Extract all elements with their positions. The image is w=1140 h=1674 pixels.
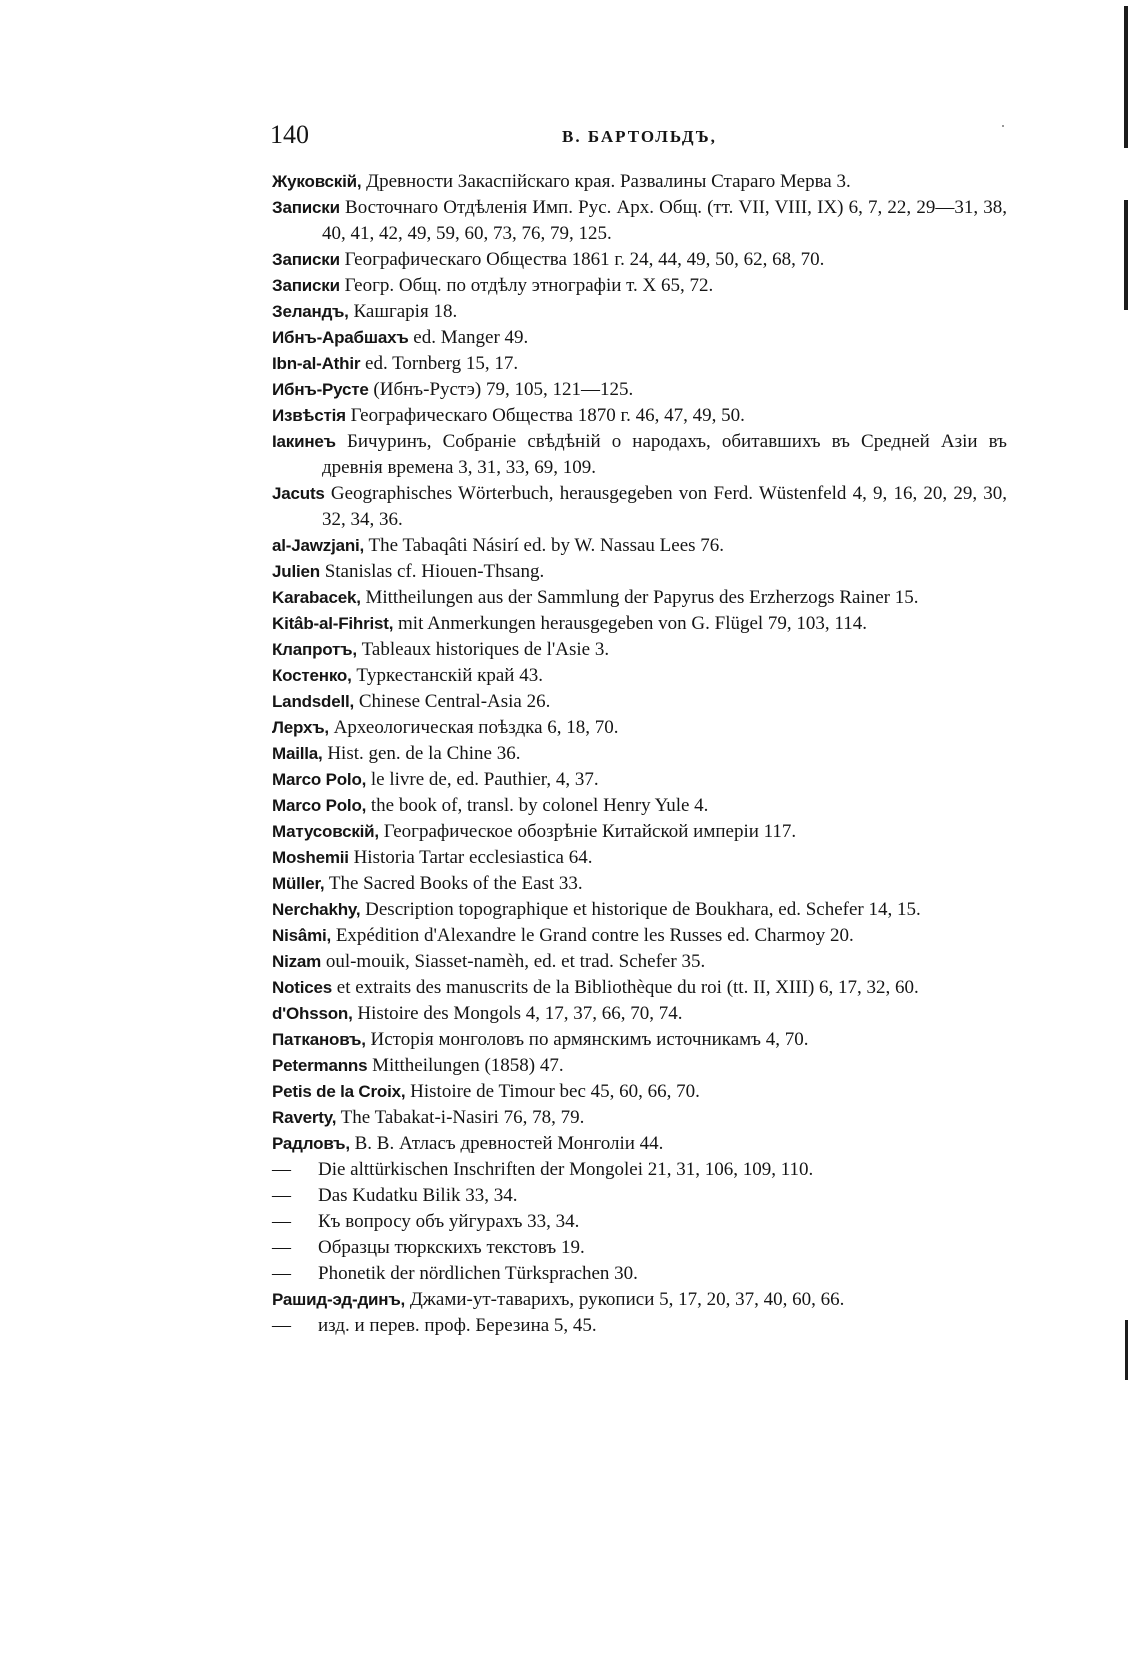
running-head: В. БАРТОЛЬДЪ, — [562, 127, 717, 146]
entry-headword: Радловъ, — [272, 1134, 350, 1153]
page-number: 140 — [270, 120, 309, 149]
bibliography-entry — [272, 897, 1007, 923]
entry-headword: Landsdell, — [272, 692, 355, 711]
entry-headword: Jacuts — [272, 484, 325, 503]
entry-text: Hist. gen. de la Chine 36. — [327, 743, 521, 764]
scan-edge-line — [1124, 6, 1128, 148]
bibliography-entry — [272, 611, 1007, 637]
bibliography-entry — [272, 195, 1007, 247]
entry-text: Mittheilungen (1858) 47. — [372, 1055, 564, 1076]
bibliography-subentry — [272, 1313, 1007, 1339]
entry-headword: Kitâb-al-Fihrist, — [272, 614, 394, 633]
entry-text: Description topographique et historique de Boukhara, ed. Schefer 14, 15. — [365, 899, 921, 920]
entry-text: The Tabaqâti Násirí ed. by W. Nassau Lees 76. — [368, 535, 725, 556]
entry-headword: Notices — [272, 978, 333, 997]
bibliography-entry — [272, 715, 1007, 741]
bibliography-subentry — [272, 1157, 1007, 1183]
entry-headword: Жуковскій, — [272, 172, 362, 191]
entry-headword: Ibn-al-Athir — [272, 354, 361, 373]
entry-headword: Матусовскій, — [272, 822, 379, 841]
ditto-dash: — — [272, 1263, 291, 1284]
entry-headword: d'Ohsson, — [272, 1004, 353, 1023]
ditto-dash: — — [272, 1211, 291, 1232]
entry-text: Stanislas cf. Hiouen-Thsang. — [324, 561, 545, 582]
entry-text: Das Kudatku Bilik 33, 34. — [318, 1185, 518, 1206]
bibliography-entry — [272, 949, 1007, 975]
bibliography-entry — [272, 975, 1007, 1001]
bibliography-entry — [272, 1105, 1007, 1131]
entry-text: Geographisches Wörterbuch, herausgegeben von Ferd. Wüstenfeld 4, 9, 16, 20, 29, 30, 32, 34, 36. — [322, 483, 1008, 530]
entry-text: Кашгарія 18. — [353, 301, 458, 322]
entry-headword: Karabacek, — [272, 588, 361, 607]
entry-headword: Зеландъ, — [272, 302, 349, 321]
bibliography-entry — [272, 351, 1007, 377]
entry-text: Tableaux historiques de l'Asie 3. — [361, 639, 610, 660]
bibliography-entry — [272, 273, 1007, 299]
bibliography-entry — [272, 819, 1007, 845]
entry-text: Геогр. Общ. по отдѣлу этнографіи т. X 65, 72. — [344, 275, 714, 296]
entry-headword: Marco Polo, — [272, 796, 367, 815]
entry-headword: Записки — [272, 250, 340, 269]
entry-headword: Müller, — [272, 874, 325, 893]
entry-headword: Petis de la Croix, — [272, 1082, 406, 1101]
bibliography-entry — [272, 559, 1007, 585]
entry-text: Туркестанскій край 43. — [356, 665, 543, 686]
entry-text: mit Anmerkungen herausgegeben von G. Flügel 79, 103, 114. — [398, 613, 867, 634]
page-header — [270, 120, 970, 160]
bibliography-entry — [272, 637, 1007, 663]
bibliography-entry — [272, 533, 1007, 559]
entry-headword: Marco Polo, — [272, 770, 367, 789]
entry-text: (Ибнъ-Рустэ) 79, 105, 121—125. — [373, 379, 634, 400]
bibliography-entry — [272, 741, 1007, 767]
bibliography-entry — [272, 169, 1007, 195]
bibliography-entry — [272, 299, 1007, 325]
bibliography-entry — [272, 403, 1007, 429]
entry-headword: Nizam — [272, 952, 322, 971]
entry-headword: Паткановъ, — [272, 1030, 366, 1049]
entry-headword: Nisâmi, — [272, 926, 332, 945]
entry-headword: al-Jawzjani, — [272, 536, 365, 555]
bibliography-subentry — [272, 1183, 1007, 1209]
bibliography-entry — [272, 1001, 1007, 1027]
entry-text: Географическое обозрѣніе Китайской имперіи 117. — [383, 821, 797, 842]
entry-headword: Іакинеъ — [272, 432, 336, 451]
entry-headword: Moshemii — [272, 848, 349, 867]
entry-text: В. В. Атласъ древностей Монголіи 44. — [354, 1133, 664, 1154]
entry-text: Къ вопросу объ уйгурахъ 33, 34. — [318, 1211, 580, 1232]
entry-text: ed. Tornberg 15, 17. — [365, 353, 519, 374]
ditto-dash: — — [272, 1315, 291, 1336]
ditto-dash: — — [272, 1159, 291, 1180]
bibliography-entry — [272, 325, 1007, 351]
entry-text: Бичуринъ, Собраніе свѣдѣній о народахъ, обитавшихъ въ Средней Азіи въ древнія времена 3, 31, 33, 69, 109. — [322, 431, 1008, 478]
entry-text: Die alttürkischen Inschriften der Mongolei 21, 31, 106, 109, 110. — [318, 1159, 814, 1180]
entry-text: Древности Закаспійскаго края. Развалины Стараго Мерва 3. — [366, 171, 851, 192]
bibliography-entry — [272, 377, 1007, 403]
entry-headword: Извѣстія — [272, 406, 346, 425]
entry-text: le livre de, ed. Pauthier, 4, 37. — [370, 769, 599, 790]
entry-text: изд. и перев. проф. Березина 5, 45. — [318, 1315, 597, 1336]
entry-headword: Записки — [272, 198, 340, 217]
entry-text: Джами-ут-таварихъ, рукописи 5, 17, 20, 37, 40, 60, 66. — [409, 1289, 845, 1310]
ditto-dash: — — [272, 1185, 291, 1206]
entry-text: Phonetik der nördlichen Türksprachen 30. — [318, 1263, 638, 1284]
entry-text: oul-mouik, Siasset-namèh, ed. et trad. Schefer 35. — [325, 951, 706, 972]
entry-text: Expédition d'Alexandre le Grand contre les Russes ed. Charmoy 20. — [335, 925, 854, 946]
bibliography-entry — [272, 585, 1007, 611]
entry-headword: Mailla, — [272, 744, 323, 763]
entry-headword: Julien — [272, 562, 320, 581]
bibliography-list — [272, 169, 1007, 1339]
entry-text: ed. Manger 49. — [413, 327, 529, 348]
entry-text: Исторія монголовъ по армянскимъ источникамъ 4, 70. — [370, 1029, 809, 1050]
entry-headword: Nerchakhy, — [272, 900, 361, 919]
entry-text: The Tabakat-i-Nasiri 76, 78, 79. — [340, 1107, 585, 1128]
entry-text: Восточнаго Отдѣленія Имп. Рус. Арх. Общ. (тт. VII, VIII, IX) 6, 7, 22, 29—31, 38, 40, 41, 42, 49, 59, 60, 73, 76, 79, 125. — [322, 197, 1008, 244]
bibliography-entry — [272, 845, 1007, 871]
entry-text: the book of, transl. by colonel Henry Yule 4. — [370, 795, 709, 816]
entry-headword: Ибнъ-Русте — [272, 380, 369, 399]
bibliography-entry — [272, 767, 1007, 793]
bibliography-entry — [272, 1287, 1007, 1313]
entry-text: Mittheilungen aus der Sammlung der Papyrus des Erzherzogs Rainer 15. — [365, 587, 919, 608]
bibliography-entry — [272, 1079, 1007, 1105]
entry-headword: Клапротъ, — [272, 640, 357, 659]
entry-text: Chinese Central-Asia 26. — [358, 691, 551, 712]
bibliography-entry — [272, 1027, 1007, 1053]
entry-text: Образцы тюркскихъ текстовъ 19. — [318, 1237, 585, 1258]
entry-text: Географическаго Общества 1861 г. 24, 44, 49, 50, 62, 68, 70. — [344, 249, 825, 270]
bibliography-entry — [272, 1131, 1007, 1157]
bibliography-entry — [272, 481, 1007, 533]
entry-headword: Костенко, — [272, 666, 352, 685]
bibliography-entry — [272, 663, 1007, 689]
scan-edge-line — [1124, 200, 1128, 310]
entry-text: Археологическая поѣздка 6, 18, 70. — [333, 717, 619, 738]
entry-text: Histoire des Mongols 4, 17, 37, 66, 70, 74. — [357, 1003, 683, 1024]
bibliography-subentry — [272, 1209, 1007, 1235]
bibliography-entry — [272, 923, 1007, 949]
entry-headword: Рашид-эд-динъ, — [272, 1290, 406, 1309]
bibliography-subentry — [272, 1261, 1007, 1287]
bibliography-entry — [272, 1053, 1007, 1079]
entry-headword: Лерхъ, — [272, 718, 329, 737]
bibliography-entry — [272, 793, 1007, 819]
entry-headword: Ибнъ-Арабшахъ — [272, 328, 409, 347]
entry-text: Географическаго Общества 1870 г. 46, 47, 49, 50. — [350, 405, 745, 426]
scan-speck — [1002, 125, 1004, 127]
entry-text: Histoire de Timour bec 45, 60, 66, 70. — [410, 1081, 700, 1102]
bibliography-entry — [272, 429, 1007, 481]
scan-edge-line — [1125, 1320, 1128, 1380]
entry-headword: Записки — [272, 276, 340, 295]
entry-headword: Raverty, — [272, 1108, 337, 1127]
bibliography-entry — [272, 871, 1007, 897]
entry-text: Historia Tartar ecclesiastica 64. — [353, 847, 593, 868]
entry-text: et extraits des manuscrits de la Bibliothèque du roi (tt. II, XIII) 6, 17, 32, 60. — [336, 977, 919, 998]
entry-text: The Sacred Books of the East 33. — [328, 873, 583, 894]
bibliography-subentry — [272, 1235, 1007, 1261]
ditto-dash: — — [272, 1237, 291, 1258]
bibliography-entry — [272, 247, 1007, 273]
entry-headword: Petermanns — [272, 1056, 368, 1075]
bibliography-entry — [272, 689, 1007, 715]
